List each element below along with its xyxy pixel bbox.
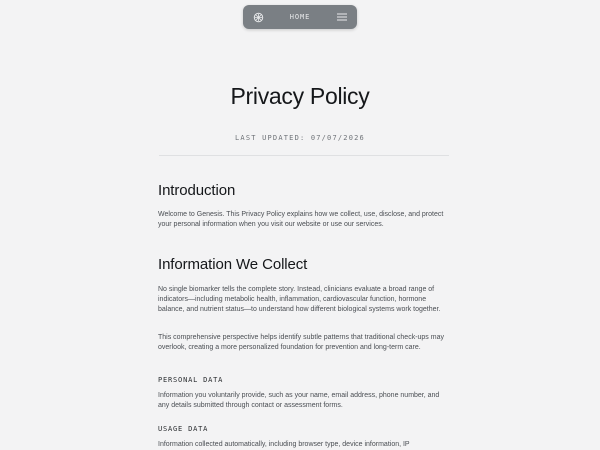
- home-link[interactable]: HOME: [289, 13, 311, 21]
- genesis-logo-icon[interactable]: [252, 11, 264, 23]
- introduction-heading: Introduction: [158, 182, 236, 199]
- information-we-collect-heading: Information We Collect: [158, 256, 308, 273]
- personal-data-text: Information you voluntarily provide, such as your name, email address, phone number, and any details submitted through contact or assessment forms.: [158, 392, 440, 409]
- information-we-collect-paragraph-1: No single biomarker tells the complete story. Instead, clinicians evaluate a broad range of indicators—including metabolic health, inflammation, cardiovascular function, hormone balance, and nutrient status—to understand how different biological systems work together.: [158, 286, 441, 313]
- header-divider: [159, 155, 449, 156]
- usage-data-label: USAGE DATA: [158, 425, 209, 433]
- information-we-collect-paragraph-2: This comprehensive perspective helps identify subtle patterns that traditional check-ups may overlook, creating a more personalized foundation for prevention and long-term care.: [158, 334, 444, 351]
- personal-data-label: PERSONAL DATA: [158, 376, 224, 384]
- last-updated-date: LAST UPDATED: 07/07/2026: [235, 134, 365, 142]
- introduction-paragraph: Welcome to Genesis. This Privacy Policy explains how we collect, use, disclose, and protect your personal information when you visit our website or use our services.: [158, 211, 444, 228]
- usage-data-text: Information collected automatically, including browser type, device information, IP: [158, 441, 410, 448]
- top-navigation-bar: [243, 5, 357, 29]
- page-title: Privacy Policy: [230, 83, 370, 109]
- hamburger-menu-icon[interactable]: [336, 11, 348, 23]
